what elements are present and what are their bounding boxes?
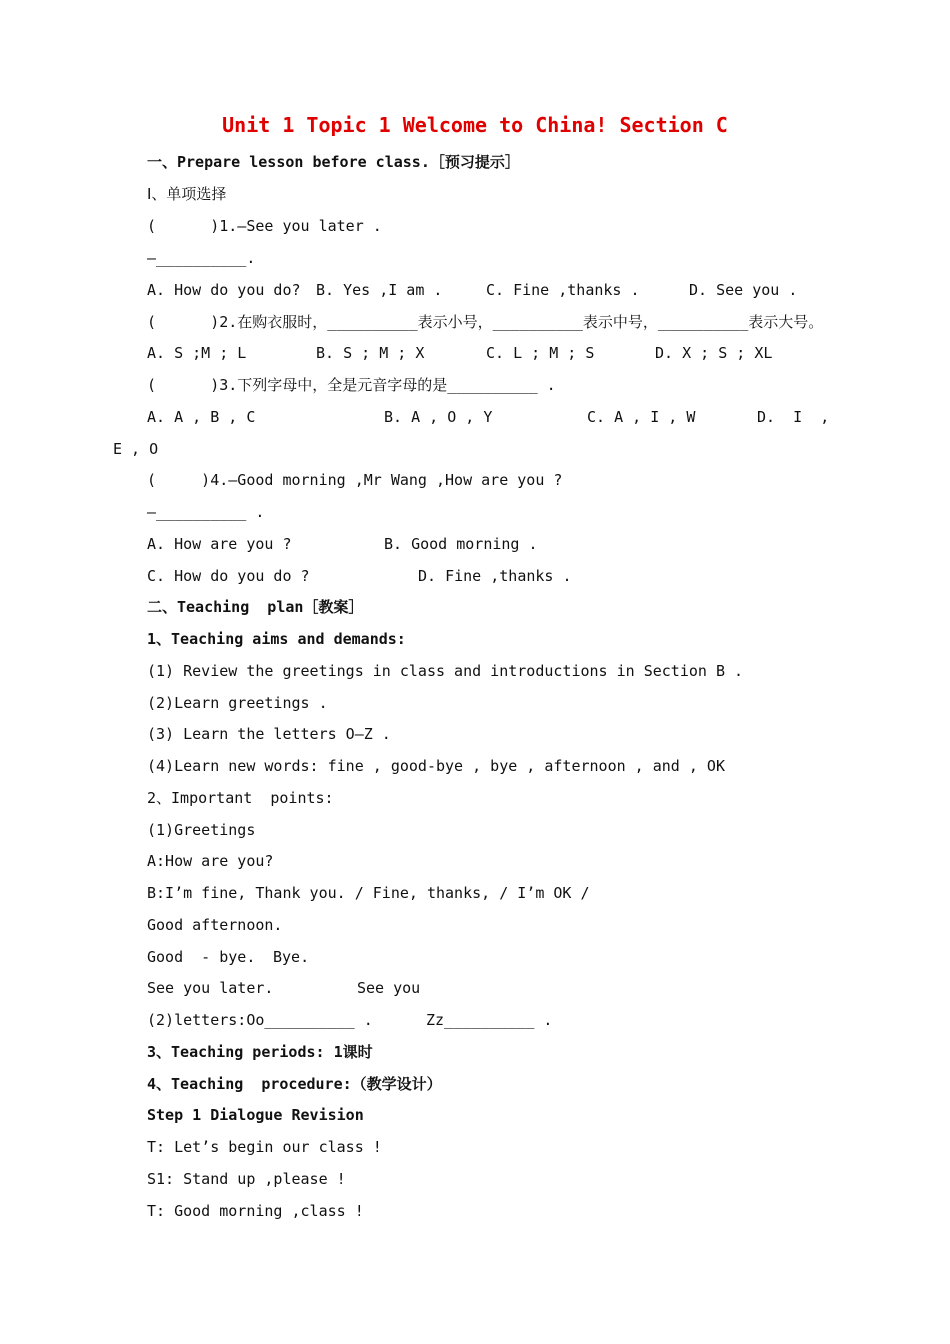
q2-option-d: D. X ; S ; XL	[655, 344, 773, 362]
q4-options-row2	[147, 564, 907, 588]
dialogue-line: S1: Stand up ,please !	[147, 1170, 346, 1188]
goodbye-line	[147, 945, 907, 969]
point-line: A:How are you?	[147, 852, 274, 870]
see-you-later-phrase: See you later.	[147, 979, 274, 997]
see-you-line	[147, 976, 907, 1000]
points-heading: 2、Important points:	[147, 789, 334, 807]
q1-option-c: C. Fine ,thanks .	[486, 281, 640, 299]
q4-options-row1	[147, 532, 907, 556]
letters-oo-blank: (2)letters:Oo__________ .	[147, 1011, 373, 1029]
q2-option-b: B. S ; M ; X	[316, 344, 425, 362]
aim-item: (3) Learn the letters O—Z .	[147, 725, 391, 743]
q2-option-a: A. S ;M ; L	[147, 344, 247, 362]
section1-heading: 一、Prepare lesson before class.［预习提示］	[147, 153, 520, 171]
q1-option-d: D. See you .	[689, 281, 798, 299]
q3-option-b: B. A , O , Y	[384, 408, 493, 426]
q3-options	[147, 405, 907, 429]
aim-item: (1) Review the greetings in class and introductions in Section B .	[147, 662, 744, 680]
q4-option-c: C. How do you do ?	[147, 567, 310, 585]
goodbye-phrase: Good - bye.	[147, 948, 256, 966]
q4-stem: ( )4.—Good morning ,Mr Wang ,How are you ?	[147, 471, 563, 489]
q3-option-d-continuation: E , O	[113, 440, 159, 458]
q3-stem: ( )3.下列字母中，全是元音字母的是__________ .	[147, 376, 556, 394]
q3-option-c: C. A , I , W	[587, 408, 696, 426]
q4-option-b: B. Good morning .	[384, 535, 538, 553]
point-line: (1)Greetings	[147, 821, 256, 839]
dialogue-line: T: Good morning ,class !	[147, 1202, 364, 1220]
q1-options	[147, 278, 907, 302]
q1-option-a: A. How do you do?	[147, 281, 301, 299]
q2-options	[147, 341, 907, 365]
q2-option-c: C. L ; M ; S	[486, 344, 595, 362]
q1-answer-line: —__________.	[147, 249, 256, 267]
q1-option-b: B. Yes ,I am .	[316, 281, 443, 299]
see-you-phrase: See you	[357, 979, 421, 997]
periods-heading: 3、Teaching periods: 1课时	[147, 1043, 373, 1061]
aim-item: (2)Learn greetings .	[147, 694, 328, 712]
procedure-heading: 4、Teaching procedure:（教学设计）	[147, 1075, 442, 1093]
bye-phrase: Bye.	[273, 948, 310, 966]
dialogue-line: T: Let’s begin our class !	[147, 1138, 382, 1156]
q3-option-a: A. A , B , C	[147, 408, 256, 426]
document-title: Unit 1 Topic 1 Welcome to China! Section C	[222, 113, 728, 137]
point-line: Good afternoon.	[147, 916, 283, 934]
aim-item: (4)Learn new words: fine , good-bye , bye , afternoon , and , OK	[147, 757, 725, 775]
point-line: B:I’m fine, Thank you. / Fine, thanks, / I’m OK /	[147, 884, 590, 902]
letters-line	[147, 1008, 907, 1032]
q2-stem: ( )2.在购衣服时，__________表示小号，__________表示中号，__________表示大号。	[147, 313, 824, 331]
q3-option-d: D. I ,	[757, 408, 830, 426]
q4-answer-line: —__________ .	[147, 503, 265, 521]
section1-subheading: Ⅰ、单项选择	[147, 185, 227, 203]
step1-heading: Step 1 Dialogue Revision	[147, 1106, 364, 1124]
q4-option-a: A. How are you ?	[147, 535, 292, 553]
section2-heading: 二、Teaching plan［教案］	[147, 598, 364, 616]
q4-option-d: D. Fine ,thanks .	[418, 567, 572, 585]
aims-heading: 1、Teaching aims and demands:	[147, 630, 406, 648]
q1-stem: ( )1.—See you later .	[147, 217, 382, 235]
letters-zz-blank: Zz__________ .	[426, 1011, 553, 1029]
